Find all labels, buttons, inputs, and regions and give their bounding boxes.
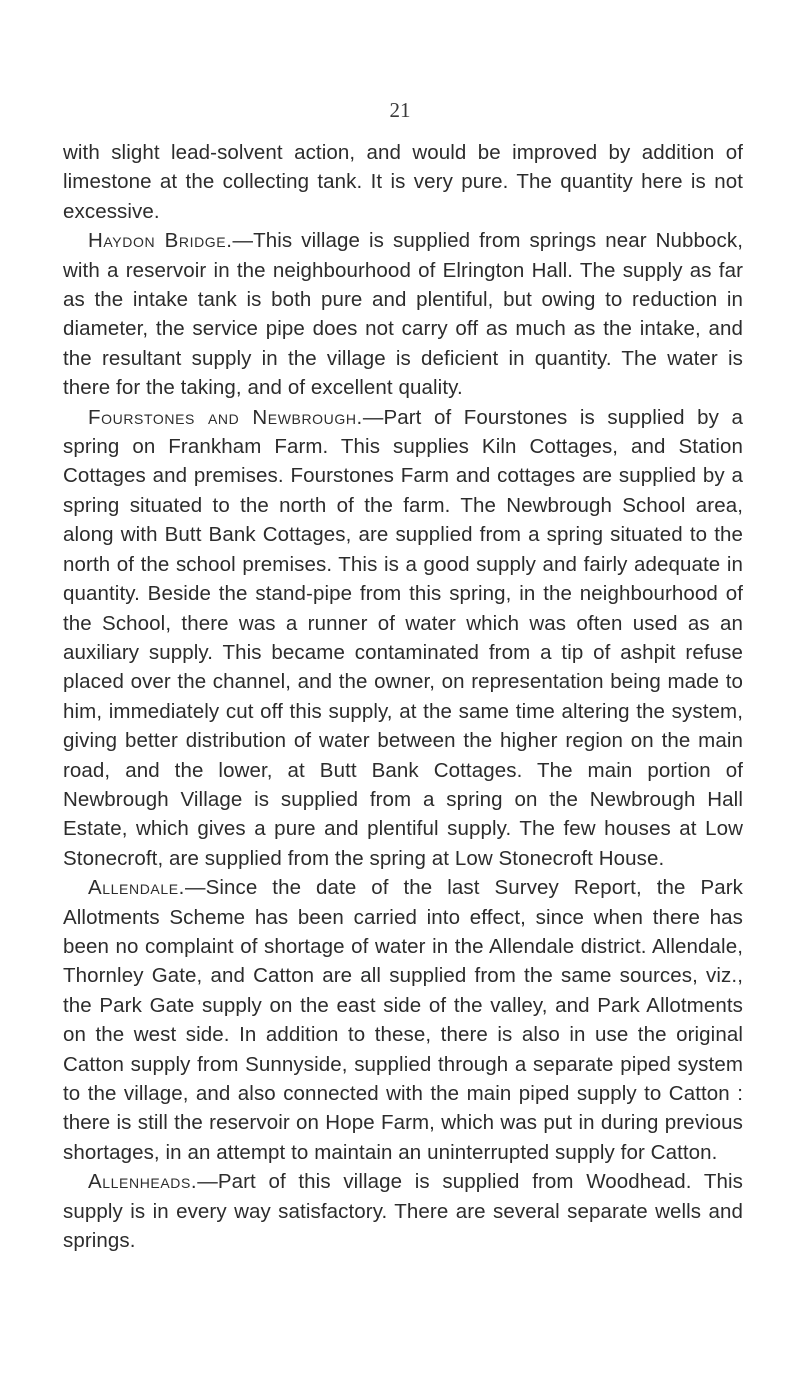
section-heading: Fourstones and Newbrough.	[88, 405, 363, 429]
paragraph-text: —Part of this village is supplied from Woodhead. This supply is in every way satisfactory. There are several separate wells and springs.	[63, 1170, 743, 1253]
page-number: 21	[389, 98, 411, 122]
paragraph-text: with slight lead-solvent action, and would be improved by addition of limestone at the collecting tank. It is very pure. The quantity here is not excessive.	[63, 141, 743, 223]
paragraph-allenheads	[63, 1167, 743, 1255]
paragraph-fourstones-newbrough	[63, 403, 743, 874]
section-heading: Haydon Bridge.	[88, 229, 233, 253]
section-heading: Allendale.	[88, 876, 185, 900]
paragraph-text: —Since the date of the last Survey Report, the Park Allotments Scheme has been carried into effect, since when there has been no complaint of shortage of water in the Allendale district. Allendale, Thornley Gate, and Catton are all supplied from the same sources, viz., the Park Gate supply on the east side of the valley, and Park Allotments on the west side. In addition to these, there is also in use the original Catton supply from Sunnyside, supplied through a separate piped system to the village, and also connected with the main piped supply to Catton : there is still the reservoir on Hope Farm, which was put in during previous shortages, in an attempt to maintain an uninterrupted supply for Catton.	[63, 876, 743, 1164]
paragraph-text: —This village is supplied from springs near Nubbock, with a reservoir in the neighbourhood of Elrington Hall. The supply as far as the intake tank is both pure and plentiful, but owing to reduction in diameter, the service pipe does not carry off as much as the intake, and the resultant supply in the village is deficient in quantity. The water is there for the taking, and of excellent quality.	[63, 229, 743, 400]
paragraph-continuation	[63, 138, 743, 226]
paragraph-allendale	[63, 873, 743, 1167]
paragraph-haydon-bridge	[63, 226, 743, 402]
section-heading: Allenheads.	[88, 1170, 198, 1194]
paragraph-text: —Part of Fourstones is supplied by a spring on Frankham Farm. This supplies Kiln Cottages, and Station Cottages and premises. Fourstones Farm and cottages are supplied by a spring situated to the north of the farm. The Newbrough School area, along with Butt Bank Cottages, are supplied from a spring situated to the north of the school premises. This is a good supply and fairly adequate in quantity. Beside the stand-pipe from this spring, in the neighbourhood of the School, there was a runner of water which was often used as an auxiliary supply. This became contaminated from a tip of ashpit refuse placed over the channel, and the owner, on representation being made to him, immediately cut off this supply, at the same time altering the system, giving better distribution of water between the higher region on the main road, and the lower, at Butt Bank Cottages. The main portion of Newbrough Village is supplied from a spring on the Newbrough Hall Estate, which gives a pure and plentiful supply. The few houses at Low Stonecroft, are supplied from the spring at Low Stonecroft House.	[63, 405, 743, 870]
document-body	[63, 138, 743, 1255]
